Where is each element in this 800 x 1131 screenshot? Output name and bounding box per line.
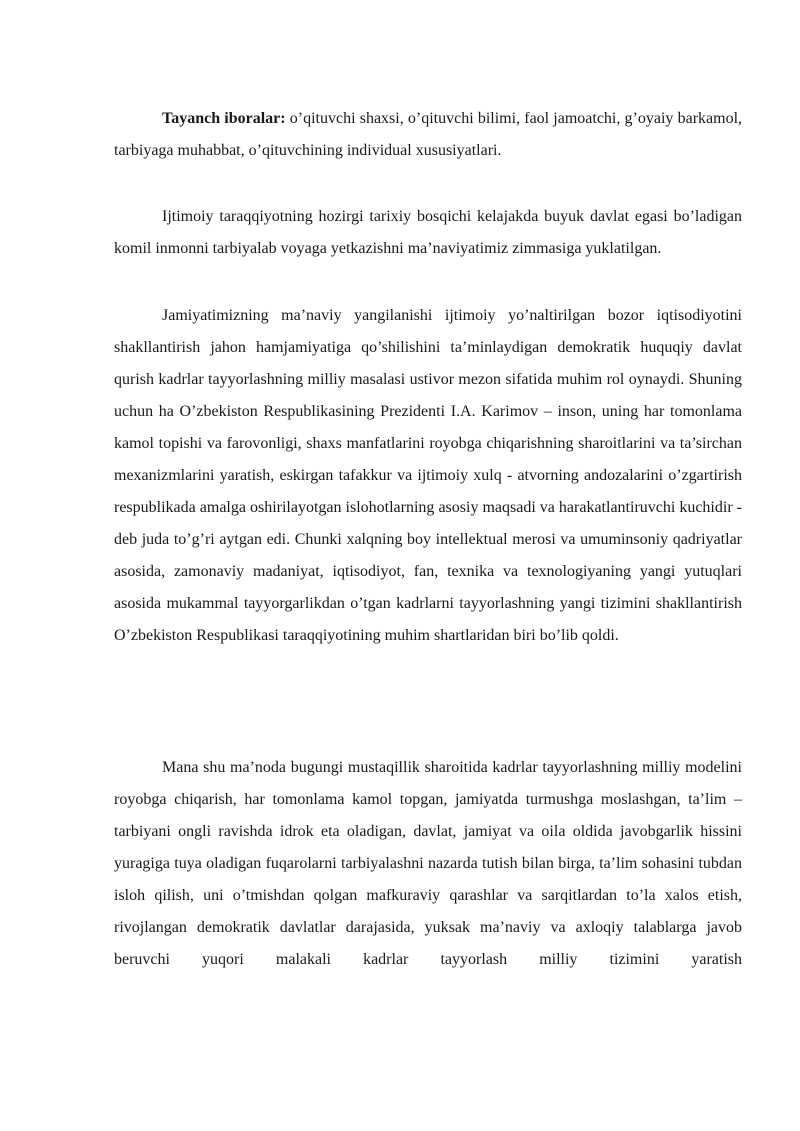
keywords-text: o’qituvchi shaxsi, o’qituvchi bilimi, faol jamoatchi, g’oyaiy barkamol, tarbiyaga muhabbat, o’qituvchining individual xususiyatlari. <box>114 110 743 159</box>
keywords-paragraph <box>114 103 742 167</box>
paragraph-1: Ijtimoiy taraqqiyotning hozirgi tarixiy bosqichi kelajakda buyuk davlat egasi bo’ladigan komil inmonni tarbiyalab voyaga yetkazishni ma’naviyatimiz zimmasiga yuklatilgan. <box>114 208 742 257</box>
paragraph-2: Jamiyatimizning ma’naviy yangilanishi ijtimoiy yo’naltirilgan bozor iqtisodiyotini shakllantirish jahon hamjamiyatiga qo’shilishini ta’minlaydigan demokratik huquqiy davlat qurish kadrlar tayyorlashning milliy masalasi ustivor mezon sifatida muhim rol oynaydi. Shuning uchun ha O’zbekiston Respublikasining Prezidenti I.A. Karimov – inson, uning har tomonlama kamol topishi va farovonligi, shaxs manfatlarini royobga chiqarishning sharoitlarini va ta’sirchan mexanizmlarini yaratish, eskirgan tafakkur va ijtimoiy xulq - atvorning andozalarini o’zgartirish respublikada amalga oshirilayotgan islohotlarning asosiy maqsadi va harakatlantiruvchi kuchidir - deb juda to’g’ri aytgan edi. Chunki xalqning boy intellektual merosi va umuminsoniy qadriyatlar asosida, zamonaviy madaniyat, iqtisodiyot, fan, texnika va texnologiyaning yangi yutuqlari asosida mukammal tayyorgarlikdan o’tgan kadrlarni tayyorlashning yangi tizimini shakllantirish O’zbekiston Respublikasi taraqqiyotining muhim shartlaridan biri bo’lib qoldi. <box>114 307 742 644</box>
keywords-label: Tayanch iboralar: <box>162 110 286 127</box>
paragraph-3: Mana shu ma’noda bugungi mustaqillik sharoitida kadrlar tayyorlashning milliy modelini royobga chiqarish, har tomonlama kamol topgan, jamiyatda turmushga moslashgan, ta’lim – tarbiyani ongli ravishda idrok eta oladigan, davlat, jamiyat va oila oldida javobgarlik hissini yuragiga tuya oladigan fuqarolarni tarbiyalashni nazarda tutish bilan birga, ta’lim sohasini tubdan isloh qilish, uni o’tmishdan qolgan mafkuraviy qarashlar va sarqitlardan to’la xalos etish, rivojlangan demokratik davlatlar darajasida, yuksak ma’naviy va axloqiy talablarga javob beruvchi yuqori malakali kadrlar tayyorlash milliy tizimini yaratish <box>114 759 742 968</box>
